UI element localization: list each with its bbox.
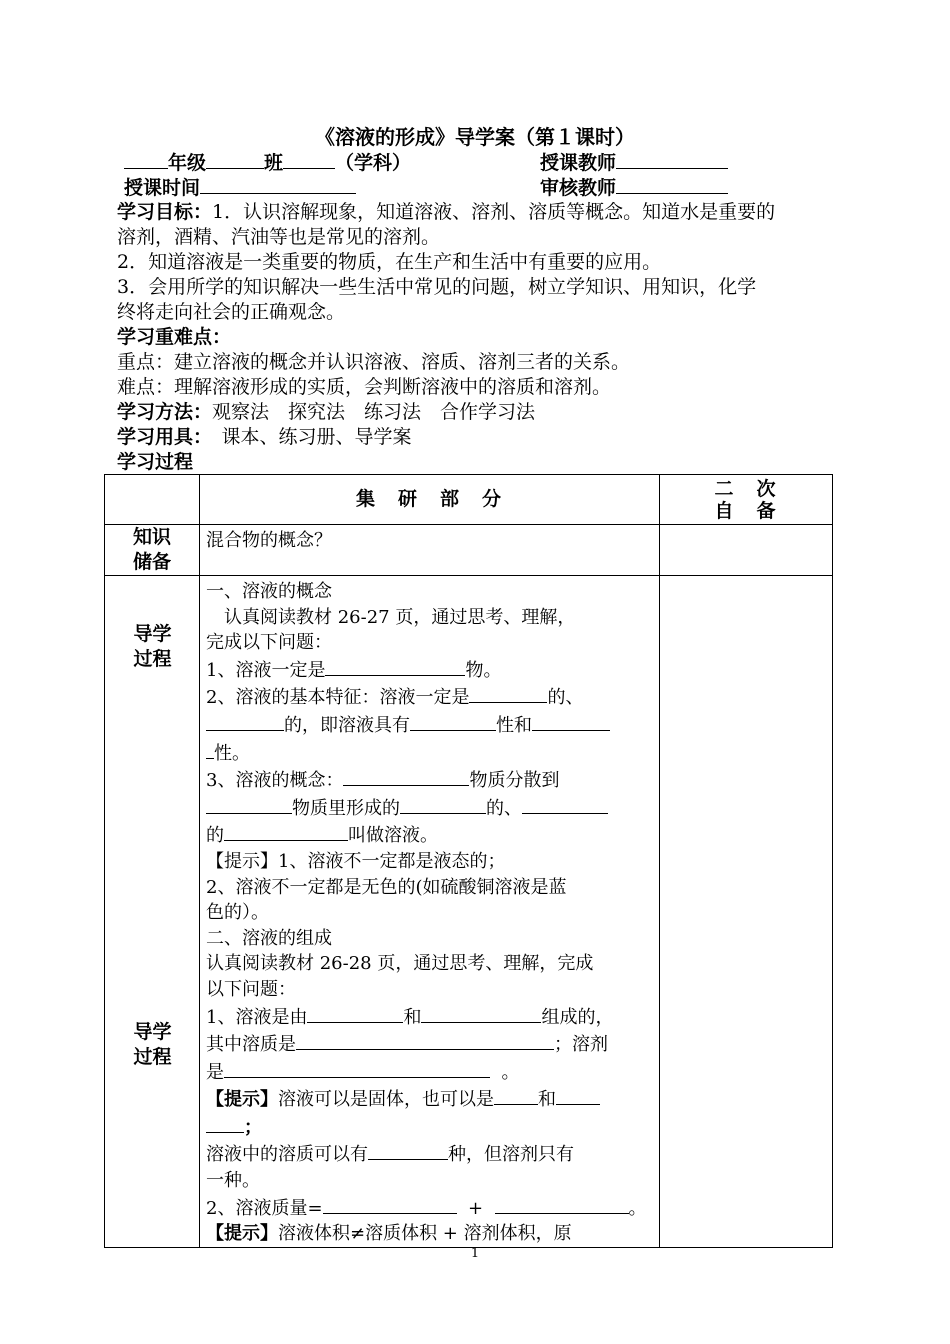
- q3-blank-5[interactable]: [224, 821, 348, 841]
- goals-label: 学习目标：: [117, 201, 213, 223]
- process-label-top-1: 导学: [133, 623, 172, 645]
- c2-text: 溶液中的溶质可以有: [206, 1144, 368, 1166]
- q2-blank-4[interactable]: [532, 711, 610, 731]
- knowledge-label: [105, 525, 200, 576]
- composition-1b: [206, 1030, 653, 1058]
- grade-blank: [124, 150, 168, 169]
- goal-2: 2．知道溶液是一类重要的物质，在生产和生活中有重要的应用。: [117, 251, 662, 273]
- composition-2: [206, 1194, 653, 1222]
- c1-blank-4[interactable]: [224, 1058, 490, 1078]
- composition-1a: [206, 1003, 653, 1031]
- process-label-cell: [105, 576, 200, 1248]
- col-side-header-1: 二 次: [714, 477, 778, 500]
- time-line: [124, 175, 356, 201]
- section-1-title: 一、溶液的概念: [206, 581, 332, 602]
- class-label: 班: [264, 152, 284, 174]
- question-3a: [206, 766, 653, 794]
- teacher-blank: [616, 150, 728, 169]
- grade-label: 年级: [168, 152, 207, 174]
- table-header-row: [105, 475, 833, 525]
- q2-mid-2: 的，即溶液具有: [284, 714, 410, 736]
- q2-text: 2、溶液的基本特征：溶液一定是: [206, 687, 470, 709]
- tip-2-mid: 和: [538, 1089, 556, 1111]
- q2-blank-1[interactable]: [469, 683, 547, 703]
- c1-tail: 。: [501, 1061, 520, 1083]
- process-label-top: [105, 622, 200, 672]
- c1-mid-3: ；溶剂: [554, 1034, 608, 1056]
- tip-2-label: 【提示】: [206, 1089, 278, 1111]
- q3-blank-4[interactable]: [522, 794, 608, 814]
- c3-text: 2、溶液质量=: [206, 1197, 323, 1219]
- question-1: [206, 656, 653, 684]
- time-blank: [200, 175, 356, 194]
- tip2-blank-2[interactable]: [556, 1085, 600, 1105]
- section-2-intro-a: 认真阅读教材 26-28 页，通过思考、理解，完成: [206, 953, 594, 975]
- q2-blank-3[interactable]: [410, 711, 496, 731]
- c3-plus: +: [468, 1197, 484, 1219]
- header-line-1: [124, 150, 411, 176]
- process-label: 学习过程: [117, 451, 194, 473]
- process-side: [660, 576, 833, 1248]
- tip-1a: 【提示】1、溶液不一定都是液态的；: [206, 850, 506, 872]
- process-label-top-2: 过程: [133, 648, 172, 670]
- goal-3b: 终将走向社会的正确观念。: [117, 301, 346, 323]
- q3-mid: 物质分散到: [469, 770, 560, 792]
- section-1-intro-a: 认真阅读教材 26-27 页，通过思考、理解，: [206, 606, 576, 628]
- knowledge-label-1: 知识: [132, 526, 171, 548]
- difficult-point: 难点：理解溶液形成的实质，会判断溶液中的溶质和溶剂。: [117, 376, 612, 398]
- study-table: [104, 474, 833, 1248]
- c1-blank-2[interactable]: [421, 1003, 541, 1023]
- tip-3-label: 【提示】: [206, 1223, 278, 1245]
- methods-label: 学习方法：: [117, 401, 213, 423]
- q3-mid-2: 物质里形成的: [292, 797, 400, 819]
- c1-text: 1、溶液是由: [206, 1006, 308, 1028]
- tip-2-tail: ；: [244, 1116, 262, 1138]
- c1-mid-2: 组成的，: [541, 1006, 614, 1028]
- tip-3-text: 溶液体积≠溶质体积 + 溶剂体积，原: [278, 1223, 572, 1245]
- q2-mid: 的、: [547, 687, 584, 709]
- tip-2-cont: [206, 1113, 653, 1141]
- reviewer-label: 审核教师: [540, 177, 617, 199]
- subject-label: （学科）: [335, 152, 412, 174]
- col-side-header-2: 自 备: [714, 499, 778, 522]
- tools-value: 课本、练习册、导学案: [202, 426, 412, 448]
- c3-blank-1[interactable]: [323, 1194, 457, 1214]
- q3-text: 3、溶液的概念：: [206, 770, 344, 792]
- q2-blank-2[interactable]: [206, 711, 284, 731]
- q3-blank-2[interactable]: [206, 794, 292, 814]
- key-point: 重点：建立溶液的概念并认识溶液、溶质、溶剂三者的关系。: [117, 351, 631, 373]
- subject-blank: [283, 150, 335, 169]
- question-3c: [206, 821, 653, 849]
- knowledge-label-2: 储备: [132, 551, 171, 573]
- question-3b: [206, 794, 653, 822]
- c1-blank-1[interactable]: [307, 1003, 403, 1023]
- col-main-header: 集 研 部 分: [200, 475, 660, 525]
- document-title: 《溶液的形成》导学案（第１课时）: [315, 125, 635, 149]
- tip2-blank-1[interactable]: [494, 1085, 538, 1105]
- c2-mid: 种，但溶剂只有: [448, 1144, 574, 1166]
- section-2-intro-b: 以下问题：: [206, 978, 296, 1000]
- goal-3a: 3．会用所学的知识解决一些生活中常见的问题，树立学知识、用知识，化学: [117, 276, 757, 298]
- reviewer-line: [540, 175, 728, 201]
- knowledge-side: [660, 525, 833, 576]
- process-content: [200, 576, 660, 1248]
- process-label-bottom: [105, 1020, 200, 1070]
- c3-blank-2[interactable]: [495, 1194, 629, 1214]
- c1-mid: 和: [403, 1006, 422, 1028]
- c1-text-3: 是: [206, 1061, 224, 1083]
- composition-1c: [206, 1058, 653, 1086]
- q3-blank-1[interactable]: [343, 766, 469, 786]
- process-label-bottom-1: 导学: [133, 1021, 172, 1043]
- q1-blank[interactable]: [325, 656, 465, 676]
- q1-tail: 物。: [465, 659, 502, 681]
- q2-blank-5[interactable]: [206, 739, 214, 759]
- knowledge-content: 混合物的概念？: [200, 525, 660, 576]
- q3-mid-3: 的、: [486, 797, 522, 819]
- c3-tail: 。: [628, 1197, 647, 1219]
- q3-mid-4: 的: [206, 825, 224, 847]
- tip-2: [206, 1085, 653, 1113]
- tools-label: 学习用具：: [117, 426, 203, 448]
- teacher-line: [540, 150, 728, 176]
- col-side-header: [660, 475, 833, 525]
- q2-mid-3: 性和: [496, 714, 532, 736]
- page-number: 1: [470, 1246, 480, 1261]
- class-blank: [206, 150, 264, 169]
- header-empty-cell: [105, 475, 200, 525]
- process-label-bottom-2: 过程: [133, 1046, 172, 1068]
- tip-2-text: 溶液可以是固体，也可以是: [278, 1089, 494, 1111]
- tip2-blank-3[interactable]: [206, 1113, 244, 1133]
- section-2-title: 二、溶液的组成: [206, 927, 332, 949]
- c2-blank[interactable]: [368, 1140, 448, 1160]
- table-row-process: [105, 576, 833, 1248]
- q3-tail: 叫做溶液。: [348, 825, 438, 847]
- question-2a: [206, 683, 653, 711]
- learning-goals: [117, 200, 847, 475]
- methods-value: 观察法 探究法 练习法 合作学习法: [212, 401, 536, 423]
- composition-solute-tail: 一种。: [206, 1170, 260, 1192]
- question-2b: [206, 711, 653, 739]
- goal-1a: 1．认识溶解现象，知道溶液、溶剂、溶质等概念。知道水是重要的: [212, 201, 776, 223]
- key-points-label: 学习重难点：: [117, 326, 232, 348]
- c1-text-2: 其中溶质是: [206, 1034, 296, 1056]
- question-2c: [206, 739, 653, 767]
- q1-text: 1、溶液一定是: [206, 659, 326, 681]
- table-row-knowledge: [105, 525, 833, 576]
- tip-3: [206, 1221, 653, 1247]
- time-label: 授课时间: [124, 177, 201, 199]
- reviewer-blank: [616, 175, 728, 194]
- tip-1c: 色的）。: [206, 902, 269, 924]
- c1-blank-3[interactable]: [296, 1030, 554, 1050]
- tip-1b: 2、溶液不一定都是无色的(如硫酸铜溶液是蓝: [206, 876, 567, 898]
- goal-1b: 溶剂，酒精、汽油等也是常见的溶剂。: [117, 226, 441, 248]
- teacher-label: 授课教师: [540, 152, 617, 174]
- q3-blank-3[interactable]: [400, 794, 486, 814]
- section-1-intro-b: 完成以下问题：: [206, 632, 332, 654]
- composition-solute: [206, 1140, 653, 1168]
- q2-tail: 性。: [214, 742, 250, 764]
